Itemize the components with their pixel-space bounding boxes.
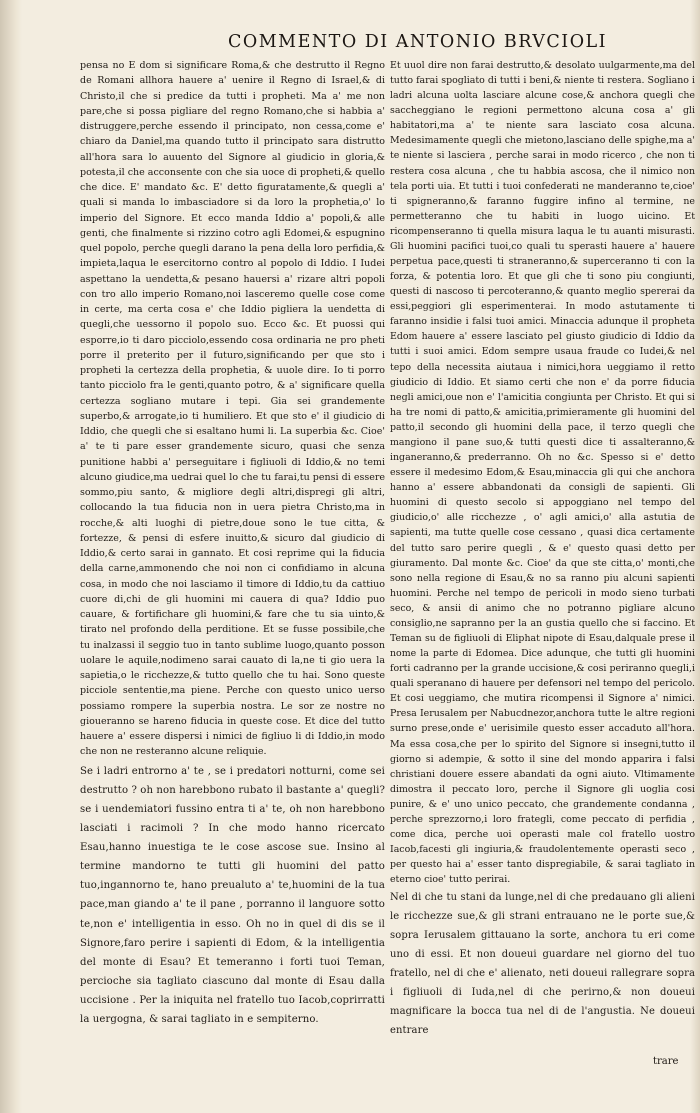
commentary-text-right: Et uuol dire non farai destrutto,& desolato uulgarmente,ma del tutto farai spogliato di tutti i beni,& niente ti restera. Sogliano i ladri alcuna uolta lasciare alcune cose,& anchora quegli che saccheggiano le regioni permettono alcuna cosa a' gli habitatori,ma a' te niente sara lasciato cosa alcuna. Medesimamente quegli che mietono,lasciano delle spighe,ma a' te niente si lasciera , perche sarai in modo ricerco , che non ti restera cosa alcuna , che tu habbia ascosa, che il nimico non tela porti uia. Et tutti i tuoi confederati ne manderanno te,cioe' ti spigneranno,& faranno fuggire infino al termine, ne permetteranno che tu habiti in luogo uicino. Et ricompenseranno ti quella misura laqua le tu auanti misurasti. Gli huomini pacifici tuoi,co quali tu sperasti hauere a' hauere perpetua pace,questi ti straneranno,& superceranno ti con la forza, & potentia loro. Et que gli che ti sono piu congiunti, questi di nascoso ti percoteranno,& quanto meglio spererai da essi,peggiori gli esperimenterai. In modo astutamente ti faranno insidie i falsi tuoi amici. Minaccia adunque il propheta Edom hauere a' essere lasciato pel giusto giudicio di Iddio da tutti i suoi amici. Edom sempre usaua fraude co Iudei,& nel tepo della necessita aiutaua i nimici,hora ueggiamo il retto giudicio di Iddio. Et siamo certi che non e' da porre fiducia negli amici,oue non e' l'amicitia congiunta per Christo. Et qui si ha tre nomi di patto,& amicitia,primieramente gli huomini del patto,il secondo gli huomini della pace, il terzo quegli che mangiono il pane suo,& tutti questi dice ti assalteranno,& inganeranno,& prederranno. Oh no &c. Spesso si e' detto essere il medesimo Edom,& Esau,minaccia gli qui che anchora hanno a' essere abbandonati da consigli de sapienti. Gli huomini di questo secolo si appoggiano nel tempo del giudicio,o' alle ricchezze , o' agli amici,o' alla astutia de sapienti, ma tutte quelle cose cessano , quasi dica certamente del tutto saro perire quegli , & e' questo quasi detto per giuramento. Dal monte &c. Cioe' da que ste citta,o' monti,che sono nella regione di Esau,& no sa ranno piu alcuni sapienti huomini. Perche nel tempo de pericoli in modo sieno turbati seco, & ansii di animo che no potranno pigliare alcuno consiglio,ne sapranno per la an gustia quello che si faccino. Et Teman su de figliuoli di Eliphat nipote di Esau,dalquale prese il nome la parte di Edomea. Dice adunque, che tutti gli huomini forti cadranno per la grande uccisione,& cosi periranno quegli,i quali speranano di hauere per defensori nel tempo del pericolo. Et cosi ueggiamo, che mutira ricompensi il Signore a' nimici. Presa Ierusalem per Nabucdnezor,anchora tutte le altre regioni surno prese,onde e' uerisimile questo esser accaduto all'hora. Ma essa cosa,che per lo spirito del Signore si insegni,tutto il giorno si adempie, & sotto il sine del mondo apparira i falsi christiani douere essere abandati da ogni aiuto. Vltimamente dimostra il peccato loro, perche il Signore gli uoglia cosi punire, & e' uno unico peccato, che grandemente condanna , perche sprezzorno,i loro frategli, come peccato di perfidia , come dica, perche uoi operasti male col fratello uostro Iacob,facesti gli ingiuria,& fraudolentemente operasti seco , per questo hai a' esser tanto dispregiabile, & sarai tagliato in eterno cioe' tutto perirai. [390, 60, 695, 886]
left-column [80, 58, 385, 1029]
scripture-passage-right: Nel di che tu stani da lunge,nel di che predauano gli alieni le ricchezze sue,& gli strani entrauano ne le porte sue,& sopra Ierusalem gittauano la sorte, anchora tu eri come uno di essi. Et non doueui guardare nel giorno del tuo fratello, nel di che e' alienato, neti doueui rallegrare sopra i figliuoli di Iuda,nel di che perirno,& non doueui magnificare la bocca tua nel di de l'angustia. Ne doueui entrare [390, 892, 695, 1036]
running-title: COMMENTO DI ANTONIO BRVCIOLI [228, 32, 608, 52]
right-column [390, 58, 695, 1041]
binding-gutter [0, 0, 22, 1113]
scripture-passage-left: Se i ladri entrorno a' te , se i predatori notturni, come sei destrutto ? oh non harebbono rubato il bastante a' quegli? se i uendemiatori fussino entra ti a' te, oh non harebbono lasciati i racimoli ? In che modo hanno ricercato Esau,hanno inuestiga te le cose ascose sue. Insino al termine mandorno te tutti gli huomini del patto tuo,ingannorno te, hano preualuto a' te,huomini de la tua pace,man giando a' te il pane , porranno il languore sotto te,non e' intelligentia in esso. Oh no in quel di dis se il Signore,faro perire i sapienti di Edom, & la intelligentia del monte di Esau? Et temeranno i forti tuoi Teman, percioche sia tagliato ciascuno dal monte di Esau dalla uccisione . Per la iniquita nel fratello tuo Iacob,coprirratti la uergogna, & sarai tagliato in e sempiterno. [80, 765, 386, 1026]
catchword: trare [653, 1056, 679, 1067]
commentary-text-left: pensa no E dom si significare Roma,& che destrutto il Regno de Romani allhora hauere a' uenire il Regno di Israel,& di Christo,il che si predice da tutti i propheti. Ma a' me non pare,che si possa pigliare del regno Romano,che si habbia a' distruggere,perche essendo il principato, non cessa,come e' chiaro da Daniel,ma quando tutto il principato sara distrutto all'hora sara lo auuento del Signore al giudicio in gloria,& potesta,il che acconsente con che sia uoce di propheti,& quello che dice. E' mandato &c. E' detto figuratamente,& quegli a' quali si manda lo imbasciadore si da loro la prophetia,o' lo imperio del Signore. Et ecco manda Iddio a' popoli,& alle genti, che finalmente si rizzino cotro agli Edomei,& espugnino quel popolo, perche quegli darano la pena della loro perfidia,& impieta,laqua le esercitorno contro al popolo di Iddio. I Iudei aspettano la uendetta,& pesano hauersi a' rizare altri popoli con tro allo imperio Romano,noi lasceremo quelle cose come in certe, ma certa cosa e' che Iddio pigliera la uendetta di quegli,che uessorno il popolo suo. Ecco &c. Et puossi qui esporre,io ti daro picciolo,essendo cosa ordinaria ne pro pheti porre il preterito per il futuro,significando per que sto i propheti la certezza della prophetia, & uuole dire. Io ti porro tanto picciolo fra le genti,quanto potro, & a' significare quella certezza sogliano mutare i tepi. Gia sei grandemente superbo,& arrogate,io ti humiliero. Et que sto e' il giudicio di Iddio, che quegli che si esaltano humi li. La superbia &c. Cioe' a' te ti pare esser grandemente sicuro, quasi che senza punitione habbi a' perseguitare i figliuoli di Iddio,& no temi alcuno giudice,ma uedrai quel lo che tu farai,tu pensi di essere sommo,piu santo, & migliore degli altri,dispregi gli altri, collocando la tua fiducia non in uera pietra Christo,ma in rocche,& alti luoghi di pietre,doue sono le tue citta, & fortezze, & pensi di esfere inuitto,& sicuro dal giudicio di Iddio,& certo sarai in gannato. Et cosi reprime qui la fiducia della carne,ammonendo che noi non ci confidiamo in alcuna cosa, in modo che noi lasciamo il timore di Iddio,tu da cattiuo cuore di,chi de gli huomini mi cauera di qua? Iddio puo cauare, & fortifichare gli huomini,& fare che tu sia uinto,& tirato nel profondo della perditione. Et se fusse possibile,che tu inalzassi il seggio tuo in tanto sublime luogo,quanto posson uolare le aquile,nodimeno sarai cauato di la,ne ti gio uera la sapietia,o le ricchezze,& tutto quello che tu hai. Sono queste picciole sententie,ma piene. Perche con questo unico uerso possiamo rompere la superbia nostra. Le sor ze nostre no gioueranno se hareno fiducia in queste cose. Et dice del tutto hauere a' essere dispersi i nimici de figliuo li di Iddio,in modo che non ne resteranno alcune reliquie. [80, 60, 385, 758]
